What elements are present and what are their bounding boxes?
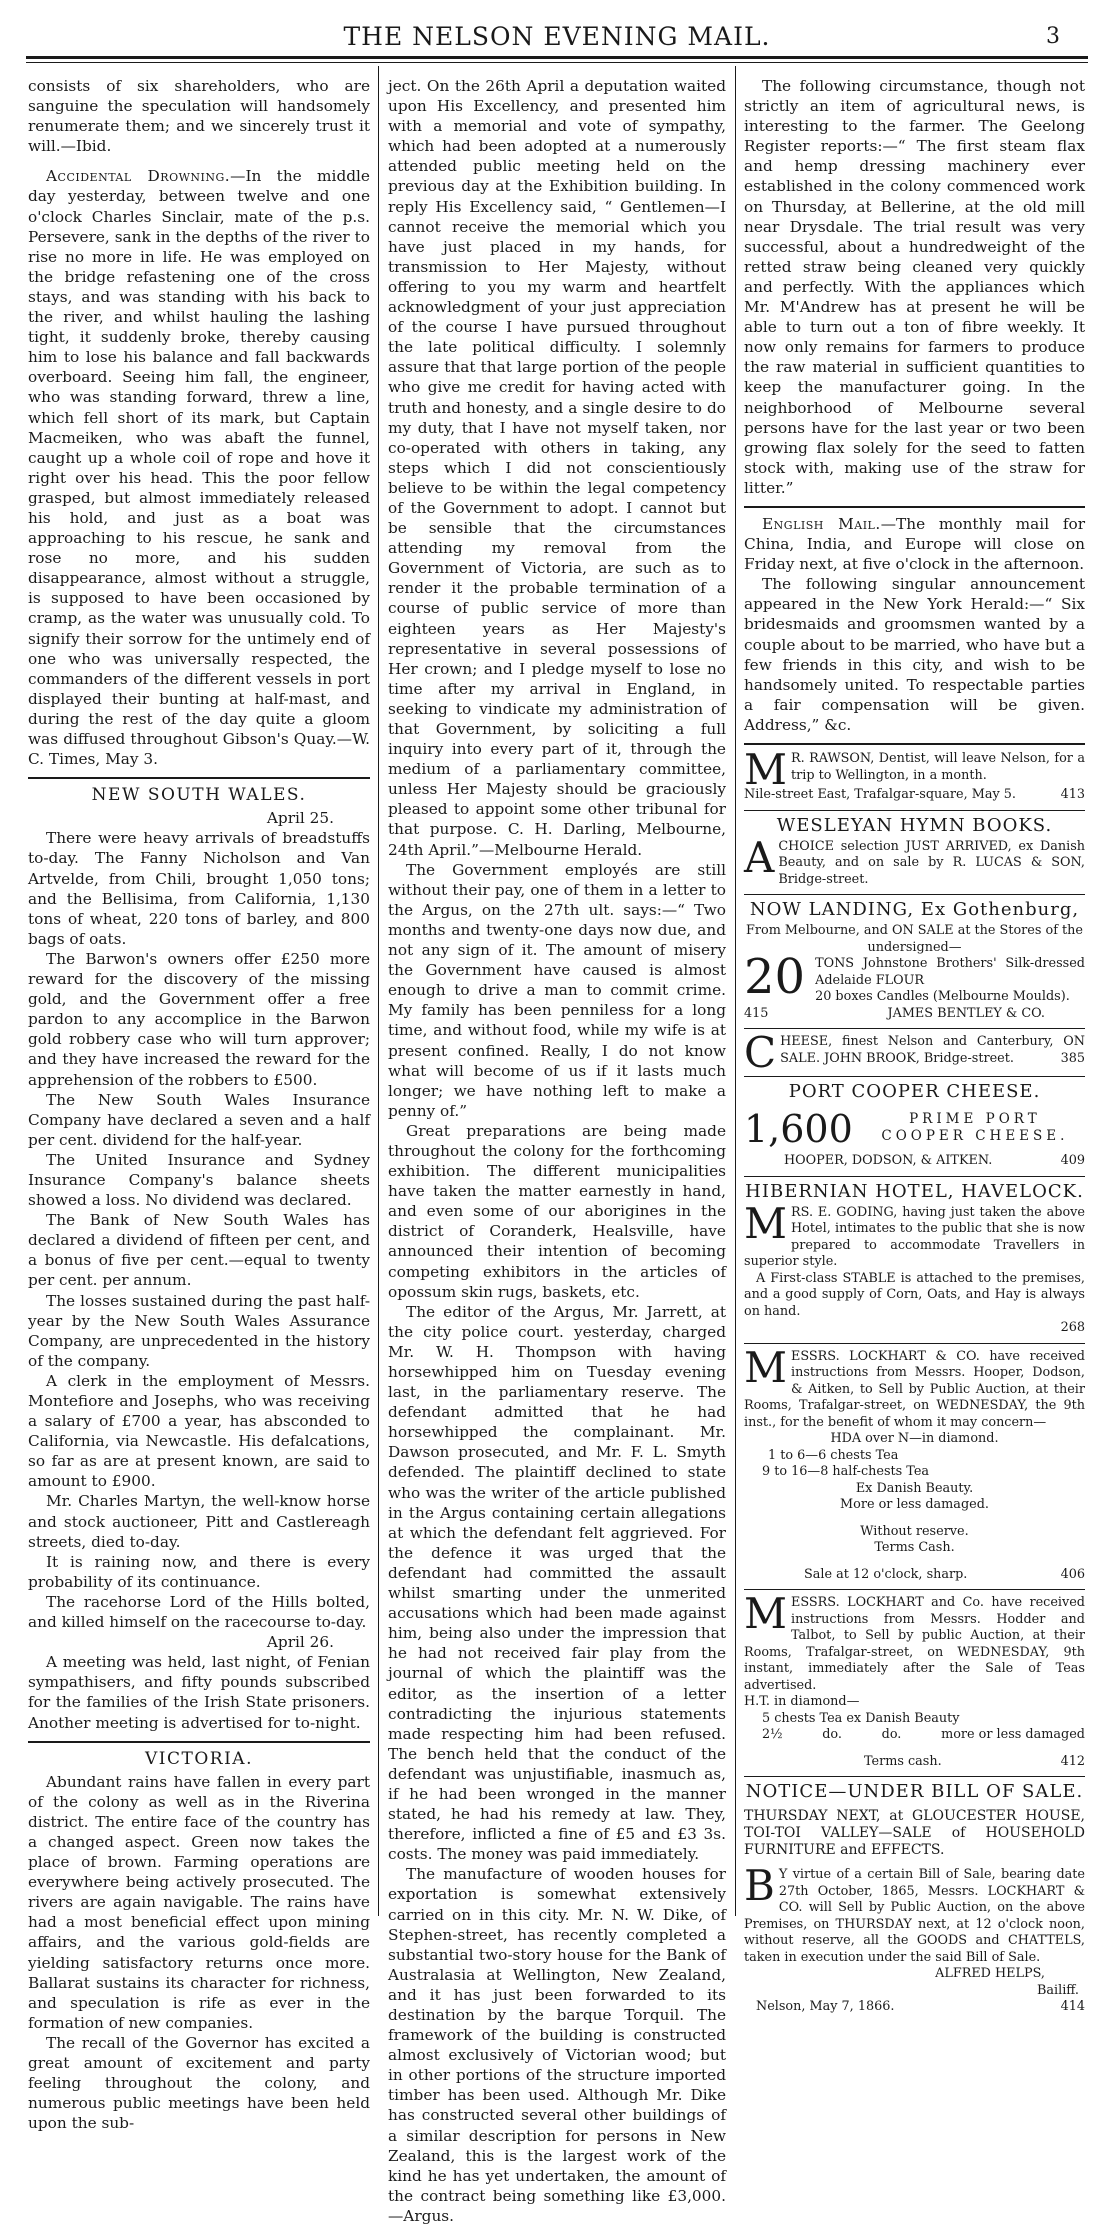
- page-number: 3: [1046, 24, 1060, 49]
- ad-heading-hymn: WESLEYAN HYMN BOOKS.: [776, 814, 1053, 836]
- ad-heading-hibernian: HIBERNIAN HOTEL, HAVELOCK.: [745, 1180, 1084, 1202]
- ad-quantity: 1,600: [744, 1107, 853, 1152]
- ad-line: Terms Cash.: [874, 1540, 955, 1556]
- ad-address: Nile-street East, Trafalgar-square, May 5.: [744, 787, 1016, 802]
- editor-article: The editor of the Argus, Mr. Jarrett, at the city police court. yesterday, charged Mr. W. H. Thompson with having horsewhipped him on Tuesday evening last, in the parliamentary reserve. The defendant admitted that he had horsewhipped the complainant. Mr. Dawson prosecuted, and Mr. F. L. Smyth defended. The plaintiff declined to state who was the writer of the article published in the Argus containing certain allegations at which the defendant felt aggrieved. For the defence it was urged that the defendant had committed the assault whilst smarting under the unmerited accusations which had been made against him, being also under the impression that he had not received fair play from the journal of which the plaintiff was the editor, as the insertion of a letter contradicting the injurious statements made respecting him had been refused. The bench held that the conduct of the defendant was unjustifiable, inasmuch as, if he had been wronged in the manner stated, he had his remedy at law. They, therefore, inflicted a fine of £5 and £3 3s. costs. The money was paid immediately.: [388, 1302, 726, 1864]
- ad-number: 385: [1060, 1050, 1085, 1066]
- drop-cap: M: [744, 745, 788, 794]
- ad-number: 412: [1060, 1753, 1085, 1769]
- ad-signer: ALFRED HELPS,: [935, 1966, 1045, 1982]
- column-rule-2: [735, 66, 736, 1916]
- ad-number: 406: [1060, 1566, 1085, 1582]
- ad-rawson: [744, 745, 1085, 804]
- ad-divider: [744, 1076, 1085, 1077]
- ad-ditto: do.: [881, 1727, 902, 1743]
- intro-paragraph: consists of six shareholders, who are sanguine the speculation will handsomely renumerate them; and we sincerely trust it will.—Ibid.: [28, 77, 370, 156]
- ad-divider: [744, 1776, 1085, 1777]
- dateline: April 25.: [266, 809, 334, 828]
- ad-heading-notice: NOTICE—UNDER BILL OF SALE.: [745, 1781, 1084, 1803]
- drop-cap: C: [744, 1028, 777, 1078]
- ad-line: More or less damaged.: [840, 1497, 989, 1513]
- ad-text: PRIME PORT COOPER CHEESE.: [881, 1111, 1069, 1144]
- nsw-paragraph: The Barwon's owners offer £250 more reward for the discovery of the missing gold, and the Government offer a free pardon to any accomplice in the Barwon gold robbery case who will turn approver; and they have increased the reward for the apprehension of the robbers to £500.: [28, 949, 370, 1089]
- drop-cap: B: [744, 1861, 775, 1911]
- nsw-paragraph: Mr. Charles Martyn, the well-know horse and stock auctioneer, Pitt and Castlereagh streets, died to-day.: [28, 1492, 370, 1551]
- section-divider: [744, 506, 1085, 508]
- herald-article: The following singular announcement appeared in the New York Herald:—“ Six bridesmaids and groomsmen wanted by a couple about to be married, who have but a few friends in this city, and wish to be handsomely united. To respectable parties a fair compensation will be given. Address,” &c.: [744, 575, 1085, 734]
- wooden-houses-article: The manufacture of wooden houses for exportation is somewhat extensively carried on in this city. Mr. N. W. Dike, of Stephen-street, has recently completed a substantial two-story house for the Bank of Australasia at Wellington, New Zealand, and it has just been forwarded to its destination by the barque Torquil. The framework of the building is constructed almost exclusively of Victorian wood; but in other portions of the structure imported timber has been used. Although Mr. Dike has constructed several other buildings of a similar description for persons in New Zealand, this is the largest work of the kind he has yet undertaken, the amount of the contract being something like £3,000.—Argus.: [388, 1865, 726, 2225]
- column-rule-1: [378, 66, 379, 1916]
- victoria-heading: VICTORIA.: [145, 1748, 253, 1769]
- drowning-lead: Accidental Drowning.: [46, 167, 231, 186]
- ad-terms: Terms cash.: [864, 1753, 942, 1769]
- ad-heading-landing: NOW LANDING, Ex Gothenburg,: [749, 899, 1080, 921]
- section-divider: [28, 1741, 370, 1743]
- employes-article: The Government employés are still without their pay, one of them in a letter to the Argus, on the 27th ult. says:—“ Two months and twenty-one days now due, and not any sign of it. The amount of misery the Government have caused is almost enough to drive a man to commit crime. My family has been penniless for a long time, and without food, while my wife is at present confined. Really, I do not know what will become of us if it lasts much longer; we have nothing left to make a penny of.”: [388, 860, 726, 1120]
- nsw-paragraph: The New South Wales Insurance Company have declared a seven and a half per cent. dividend for the half-year.: [28, 1090, 370, 1149]
- section-divider: [744, 743, 1085, 745]
- ad-number: 409: [1060, 1153, 1085, 1169]
- victoria-paragraph: The recall of the Governor has excited a great amount of excitement and party feeling throughout the colony, and numerous public meetings have been held upon the sub-: [28, 2033, 370, 2133]
- ad-landing: [744, 923, 1085, 1022]
- ad-cheese: [744, 1028, 1085, 1078]
- ad-mark: HDA over N—in diamond.: [830, 1431, 999, 1447]
- column-1: [28, 76, 370, 2133]
- ad-lockhart-hodder: [744, 1589, 1085, 1770]
- nsw-paragraph: There were heavy arrivals of breadstuffs to-day. The Fanny Nicholson and Van Artvelde, from Chili, brought 1,050 tons; and the Bellisima, from California, 1,130 tons of wheat, 220 tons of barley, and 800 bags of oats.: [28, 829, 370, 948]
- ad-line: 9 to 16—8 half-chests Tea: [762, 1464, 930, 1480]
- mail-body: —The monthly mail for China, India, and Europe will close on Friday next, at five o'clock in the afternoon.: [744, 514, 1086, 574]
- ad-date: Nelson, May 7, 1866.: [756, 1999, 895, 2015]
- masthead-title: THE NELSON EVENING MAIL.: [343, 22, 771, 51]
- nsw-heading: NEW SOUTH WALES.: [91, 785, 307, 806]
- ad-number: 415: [744, 1005, 769, 1021]
- ad-condition: more or less damaged: [941, 1727, 1085, 1743]
- ad-hymn: [744, 832, 1085, 889]
- ad-number: 268: [1060, 1320, 1085, 1336]
- ad-lockhart-teas: [744, 1342, 1085, 1584]
- ad-firm: HOOPER, DODSON, & AITKEN.: [784, 1153, 993, 1169]
- drop-cap: A: [744, 832, 775, 882]
- ad-line: 1 to 6—6 chests Tea: [768, 1447, 899, 1463]
- english-mail: [744, 514, 1085, 574]
- ad-subheading: THURSDAY NEXT, at GLOUCESTER HOUSE, TOI-TOI VALLEY—SALE of HOUSEHOLD FURNITURE and EFFECTS.: [744, 1808, 1085, 1859]
- mail-lead: English Mail.: [762, 514, 881, 533]
- nsw-paragraph: It is raining now, and there is every probability of its continuance.: [28, 1552, 370, 1591]
- ad-line: Without reserve.: [860, 1523, 969, 1539]
- ad-divider: [744, 1028, 1085, 1029]
- drop-cap: M: [744, 1198, 788, 1248]
- section-divider: [28, 777, 370, 779]
- ad-text: RS. E. GODING, having just taken the above Hotel, intimates to the public that she is now prepared to accommodate Travellers in superior style.: [744, 1204, 1085, 1270]
- ad-text-2: A First-class STABLE is attached to the premises, and a good supply of Corn, Oats, and Hay is always on hand.: [744, 1270, 1085, 1319]
- ad-line: Ex Danish Beauty.: [855, 1480, 974, 1496]
- nsw-paragraph: A clerk in the employment of Messrs. Montefiore and Josephs, who was receiving a salary of £700 a year, has absconded to California, via Newcastle. His defalcations, so far as are at present known, are said to amount to £900.: [28, 1371, 370, 1491]
- nsw-paragraph: A meeting was held, last night, of Fenian sympathisers, and fifty pounds subscribed for the families of the Irish State prisoners. Another meeting is advertised for to-night.: [28, 1653, 370, 1732]
- drop-cap: M: [744, 1589, 788, 1639]
- ad-subheading: From Melbourne, and ON SALE at the Stores of the undersigned—: [746, 923, 1083, 955]
- column-3: [744, 76, 1086, 2015]
- ad-qty: 2½: [762, 1727, 783, 1743]
- ad-hibernian: [744, 1198, 1085, 1337]
- ad-line: 5 chests Tea ex Danish Beauty: [762, 1710, 960, 1726]
- ad-text: ESSRS. LOCKHART & CO. have received instructions from Messrs. Hooper, Dodson, & Aitken, to Sell by Public Auction, at their Rooms, Trafalgar-street, on WEDNESDAY, the 9th inst., for the benefit of whom it may concern—: [744, 1348, 1085, 1430]
- drop-cap: M: [744, 1342, 788, 1392]
- ad-text: ESSRS. LOCKHART and Co. have received instructions from Messrs. Hodder and Talbot, to Sell by public Auction, at their Rooms, Trafalgar-street, on WEDNESDAY, 9th instant, immediately after the Sale of Teas advertised.: [744, 1595, 1085, 1693]
- ad-sale-time: Sale at 12 o'clock, sharp.: [804, 1566, 968, 1582]
- ad-text: HEESE, finest Nelson and Canterbury, ON SALE. JOHN BROOK, Bridge-street.: [780, 1034, 1085, 1066]
- ad-text: Y virtue of a certain Bill of Sale, bearing date 27th October, 1865, Messrs. LOCKHART & CO. will Sell by Public Auction, on the above Premises, on THURSDAY next, at 12 o'clock noon, without reserve, all the GOODS and CHATTELS, taken in execution under the said Bill of Sale.: [744, 1867, 1085, 1965]
- darling-article: ject. On the 26th April a deputation waited upon His Excellency, and presented him with a memorial and vote of sympathy, which had been adopted at a numerously attended public meeting held on the previous day at the Exhibition building. In reply His Excellency said, “ Gentlemen—I cannot receive the memorial which you have just placed in my hands, for transmission to Her Majesty, without offering to you my warm and heartfelt acknowledgment of your just appreciation of the course I have pursued throughout the late political difficulty. I solemnly assure that that large portion of the people who give me credit for having acted with truth and honesty, and a single desire to do my duty, that I have not myself taken, nor co-operated with others in taking, any steps which I did not conscientiously believe to be within the legal competency of the Government to adopt. I cannot but be sensible that the circumstances attending my removal from the Government of Victoria, are such as to render it the probable termination of a course of public service of more than eighteen years as Her Majesty's representative in several possessions of Her crown; and I pledge myself to lose no time after my arrival in England, in seeking to vindicate my administration of that Government, by soliciting a full inquiry into every part of it, through the medium of a parliamentary committee, unless Her Majesty should be graciously pleased to appoint some other tribunal for that purpose. C. H. Darling, Melbourne, 24th April.”—Melbourne Herald.: [388, 77, 726, 859]
- nsw-paragraph: The racehorse Lord of the Hills bolted, and killed himself on the racecourse to-day.: [28, 1592, 370, 1632]
- ad-ditto: do.: [822, 1727, 842, 1743]
- ad-quantity: 20: [744, 949, 806, 1006]
- drowning-article: [28, 166, 370, 769]
- ad-divider: [744, 1343, 1085, 1344]
- ad-divider: [744, 1176, 1085, 1177]
- ad-number: 414: [1060, 1999, 1085, 2015]
- ad-text: CHOICE selection JUST ARRIVED, ex Danish Beauty, and on sale by R. LUCAS & SON, Bridge-street.: [778, 838, 1085, 887]
- dateline: April 26.: [266, 1633, 334, 1652]
- victoria-paragraph: Abundant rains have fallen in every part of the colony as well as in the Riverina district. The entire face of the country has a changed aspect. Green now takes the place of brown. Farming operations are everywhere being actively prosecuted. The rivers are again navigable. The rains have had a most beneficial effect upon mining affairs, and the various gold-fields are yielding satisfactory returns once more. Ballarat sustains its character for richness, and speculation is rife as ever in the formation of new companies.: [28, 1772, 370, 2032]
- ad-port-cooper: [744, 1105, 1085, 1170]
- ad-line: 20 boxes Candles (Melbourne Moulds).: [815, 989, 1070, 1005]
- flax-article: The following circumstance, though not strictly an item of agricultural news, is interesting to the farmer. The Geelong Register reports:—“ The first steam flax and hemp dressing machinery ever established in the colony commenced work on Thursday, at Bellerine, at the old mill near Drysdale. The trial result was very successful, about a hundredweight of the retted straw being cleaned very quickly and perfectly. With the appliances which Mr. M'Andrew has at present he will be able to turn out a ton of fibre weekly. It now only remains for farmers to produce the raw material in sufficient quantities to keep the manufacturer going. In the neighborhood of Melbourne several persons have for the last year or two been growing flax solely for the seed to fatten stock with, making use of the straw for litter.”: [744, 77, 1085, 497]
- ad-text: R. RAWSON, Dentist, will leave Nelson, for a trip to Wellington, in a month.: [791, 751, 1085, 783]
- ad-divider: [744, 1589, 1085, 1590]
- ad-number: 413: [1060, 787, 1085, 802]
- ad-heading-port-cooper: PORT COOPER CHEESE.: [788, 1081, 1041, 1103]
- masthead-rule: [26, 56, 1088, 59]
- nsw-paragraph: The United Insurance and Sydney Insurance Company's balance sheets showed a loss. No dividend was declared.: [28, 1150, 370, 1210]
- ad-divider: [744, 894, 1085, 895]
- ad-firm: JAMES BENTLEY & CO.: [887, 1005, 1045, 1021]
- ad-mark: H.T. in diamond—: [744, 1694, 860, 1710]
- nsw-paragraph: The losses sustained during the past half-year by the New South Wales Assurance Company, are unprecedented in the history of the company.: [28, 1291, 370, 1370]
- ad-divider: [744, 810, 1085, 811]
- column-2: [388, 76, 726, 2225]
- ad-notice: [744, 1808, 1085, 2016]
- drowning-body: —In the middle day yesterday, between twelve and one o'clock Charles Sinclair, mate of the p.s. Persevere, sank in the depths of the river to rise no more in life. He was employed on the bridge refastening one of the cross stays, and was standing with his back to the river, and whilst hauling the lashing tight, it suddenly broke, thereby causing him to lose his balance and fall backwards overboard. Seeing him fall, the engineer, who was standing forward, threw a line, which fell short of its mark, but Captain Macmeiken, who was abaft the funnel, caught up a whole coil of rope and hove it right over his head. This the poor fellow grasped, but almost immediately released his hold, and just as a boat was approaching to his rescue, he sank and rose no more, and his sudden disappearance, almost without a struggle, is supposed to have been occasioned by cramp, as the water was unusually cold. To signify their sorrow for the untimely end of one who was universally respected, the commanders of the different vessels in port displayed their bunting at half-mast, and during the rest of the day quite a gloom was diffused throughout Gibson's Quay.—W. C. Times, May 3.: [28, 167, 370, 769]
- ad-role: Bailiff.: [1036, 1982, 1079, 1998]
- preparations-article: Great preparations are being made throughout the colony for the forthcoming exhibition. The different municipalities have taken the matter earnestly in hand, and even some of our aborigines in the district of Coranderk, Healsville, have announced their intention of becoming competing exhibitors in the articles of opossum skin rugs, baskets, etc.: [388, 1121, 726, 1301]
- ad-line: TONS Johnstone Brothers' Silk-dressed Adelaide FLOUR: [815, 956, 1085, 988]
- masthead-rule-thin: [26, 62, 1088, 63]
- nsw-paragraph: The Bank of New South Wales has declared a dividend of fifteen per cent, and a bonus of five per cent.—equal to twenty per cent. per annum.: [28, 1211, 370, 1290]
